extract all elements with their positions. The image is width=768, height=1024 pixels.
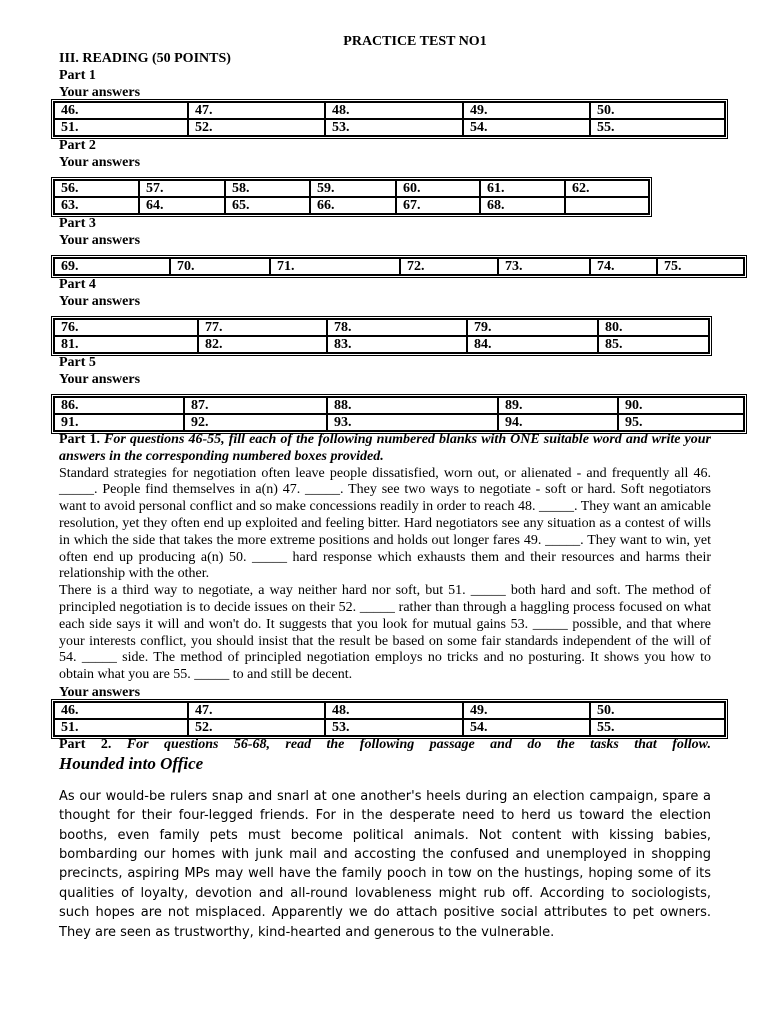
answer-cell[interactable]: 83. bbox=[327, 336, 467, 353]
answer-cell[interactable]: 64. bbox=[139, 197, 225, 214]
answer-cell[interactable]: 63. bbox=[54, 197, 139, 214]
document-page bbox=[59, 33, 711, 942]
part-3-label: Part 3 bbox=[59, 216, 96, 231]
answer-cell[interactable]: 85. bbox=[598, 336, 709, 353]
answer-cell[interactable]: 88. bbox=[327, 397, 498, 414]
answer-cell[interactable]: 86. bbox=[54, 397, 184, 414]
answer-table-part-5 bbox=[53, 396, 745, 432]
answer-cell[interactable] bbox=[565, 197, 649, 214]
part-1-paragraph-2: There is a third way to negotiate, a way neither hard nor soft, but 51. _____ both hard and soft. The method of principled negotiation is to decide issues on their 52. _____ rather than through a haggling process focused on what each side says it will and won't do. It suggests that you look for mutual gains 53. _____ possible, and that where your interests conflict, you should insist that the result be based on some fair standards independent of the will of 54. _____ side. The method of principled negotiation employs no tricks and no posturing. It shows you how to obtain what you are 55. _____ to and still be decent. bbox=[59, 583, 711, 683]
answer-cell[interactable]: 79. bbox=[467, 319, 598, 336]
answer-cell[interactable]: 93. bbox=[327, 414, 498, 431]
answer-table-part-2 bbox=[53, 179, 650, 215]
answer-cell[interactable]: 65. bbox=[225, 197, 310, 214]
answer-cell[interactable]: 47. bbox=[188, 102, 325, 119]
answer-table-part-1 bbox=[53, 101, 726, 137]
answer-cell[interactable]: 74. bbox=[590, 258, 657, 275]
answer-cell[interactable]: 48. bbox=[325, 702, 463, 719]
answer-cell[interactable]: 53. bbox=[325, 119, 463, 136]
answer-cell[interactable]: 54. bbox=[463, 119, 590, 136]
your-answers-label: Your answers bbox=[59, 294, 141, 309]
answer-cell[interactable]: 46. bbox=[54, 702, 188, 719]
answer-cell[interactable]: 66. bbox=[310, 197, 396, 214]
answer-cell[interactable]: 92. bbox=[184, 414, 327, 431]
table-row bbox=[54, 197, 649, 214]
table-row bbox=[54, 102, 725, 119]
part-2-task-label: Part 2. bbox=[59, 736, 112, 752]
answer-cell[interactable]: 77. bbox=[198, 319, 327, 336]
answer-cell[interactable]: 61. bbox=[480, 180, 565, 197]
part-2-label: Part 2 bbox=[59, 138, 96, 153]
part-2-instruction bbox=[59, 737, 711, 754]
table-row bbox=[54, 719, 725, 736]
part-1-task-label: Part 1. bbox=[59, 432, 100, 447]
answer-cell[interactable]: 55. bbox=[590, 719, 725, 736]
answer-cell[interactable]: 50. bbox=[590, 102, 725, 119]
part-5-label: Part 5 bbox=[59, 355, 96, 370]
answer-cell[interactable]: 49. bbox=[463, 102, 590, 119]
part-1-instruction-text: For questions 46-55, fill each of the following numbered blanks with ONE suitable word and write your answers in the corresponding numbered boxes provided. bbox=[59, 432, 711, 464]
table-row bbox=[54, 180, 649, 197]
your-answers-label: Your answers bbox=[59, 684, 141, 700]
answer-cell[interactable]: 50. bbox=[590, 702, 725, 719]
answer-cell[interactable]: 48. bbox=[325, 102, 463, 119]
answer-cell[interactable]: 94. bbox=[498, 414, 618, 431]
answer-cell[interactable]: 51. bbox=[54, 119, 188, 136]
answer-cell[interactable]: 52. bbox=[188, 119, 325, 136]
section-heading: III. READING (50 POINTS) bbox=[59, 51, 231, 66]
part-1-label: Part 1 bbox=[59, 68, 96, 83]
table-row bbox=[54, 397, 744, 414]
answer-cell[interactable]: 62. bbox=[565, 180, 649, 197]
table-row bbox=[54, 414, 744, 431]
answer-cell[interactable]: 60. bbox=[396, 180, 480, 197]
answer-table-part-1-task bbox=[53, 701, 726, 737]
part-1-instruction bbox=[59, 432, 711, 466]
answer-table-part-4 bbox=[53, 318, 710, 354]
your-answers-label: Your answers bbox=[59, 155, 141, 170]
answer-cell[interactable]: 80. bbox=[598, 319, 709, 336]
table-row bbox=[54, 258, 744, 275]
answer-cell[interactable]: 69. bbox=[54, 258, 170, 275]
answer-table-part-3 bbox=[53, 257, 745, 276]
answer-cell[interactable]: 78. bbox=[327, 319, 467, 336]
answer-cell[interactable]: 73. bbox=[498, 258, 590, 275]
answer-cell[interactable]: 52. bbox=[188, 719, 325, 736]
answer-cell[interactable]: 76. bbox=[54, 319, 198, 336]
your-answers-label: Your answers bbox=[59, 233, 141, 248]
table-row bbox=[54, 336, 709, 353]
answer-cell[interactable]: 71. bbox=[270, 258, 400, 275]
passage-paragraph-1: As our would-be rulers snap and snarl at one another's heels during an election campaign, spare a thought for their four-legged friends. For in the desperate need to herd us toward the election booths, even family pets must become political animals. Not content with kissing babies, bombarding our homes with junk mail and accosting the confused and unemployed in shopping precincts, aspiring MPs may well have the family pooch in tow on the hustings, hoping some of its qualities of loyalty, devotion and all-round lovableness might rub off. According to sociologists, such hopes are not misplaced. Apparently we do attach positive social attributes to pet owners. They are seen as trustworthy, kind-hearted and generous to the vulnerable. bbox=[59, 788, 711, 940]
answer-cell[interactable]: 56. bbox=[54, 180, 139, 197]
answer-cell[interactable]: 58. bbox=[225, 180, 310, 197]
part-1-paragraph-1: Standard strategies for negotiation often leave people dissatisfied, worn out, or alienated - and frequently all 46. _____. People find themselves in a(n) 47. _____. They see two ways to negotiate - soft or hard. Soft negotiators want to avoid personal conflict and so make concessions readily in order to reach 48. _____. They want an amicable resolution, yet they often end up exploited and feeling bitter. Hard negotiators see any situation as a contest of wills in which the side that takes the more extreme positions and holds out longer fares 49. _____. They want to win, yet often end up producing a(n) 50. _____ hard response which exhausts them and their resources and harms their relationship with the other. bbox=[59, 465, 711, 582]
answer-cell[interactable]: 91. bbox=[54, 414, 184, 431]
answer-cell[interactable]: 54. bbox=[463, 719, 590, 736]
answer-cell[interactable]: 68. bbox=[480, 197, 565, 214]
table-row bbox=[54, 119, 725, 136]
answer-cell[interactable]: 89. bbox=[498, 397, 618, 414]
answer-cell[interactable]: 90. bbox=[618, 397, 744, 414]
answer-cell[interactable]: 49. bbox=[463, 702, 590, 719]
answer-cell[interactable]: 84. bbox=[467, 336, 598, 353]
answer-cell[interactable]: 67. bbox=[396, 197, 480, 214]
table-row bbox=[54, 702, 725, 719]
answer-cell[interactable]: 53. bbox=[325, 719, 463, 736]
passage-heading: Hounded into Office bbox=[59, 753, 204, 773]
answer-cell[interactable]: 95. bbox=[618, 414, 744, 431]
answer-cell[interactable]: 47. bbox=[188, 702, 325, 719]
answer-cell[interactable]: 72. bbox=[400, 258, 498, 275]
answer-cell[interactable]: 70. bbox=[170, 258, 270, 275]
table-row bbox=[54, 319, 709, 336]
answer-cell[interactable]: 81. bbox=[54, 336, 198, 353]
answer-cell[interactable]: 57. bbox=[139, 180, 225, 197]
page-title: PRACTICE TEST NO1 bbox=[343, 34, 487, 49]
answer-cell[interactable]: 75. bbox=[657, 258, 744, 275]
answer-cell[interactable]: 87. bbox=[184, 397, 327, 414]
your-answers-label: Your answers bbox=[59, 372, 141, 387]
answer-cell[interactable]: 46. bbox=[54, 102, 188, 119]
part-4-label: Part 4 bbox=[59, 277, 96, 292]
answer-cell[interactable]: 59. bbox=[310, 180, 396, 197]
answer-cell[interactable]: 82. bbox=[198, 336, 327, 353]
answer-cell[interactable]: 51. bbox=[54, 719, 188, 736]
part-2-instruction-text: For questions 56-68, read the following passage and do the tasks that follow. bbox=[126, 736, 711, 752]
answer-cell[interactable]: 55. bbox=[590, 119, 725, 136]
your-answers-label: Your answers bbox=[59, 85, 141, 100]
